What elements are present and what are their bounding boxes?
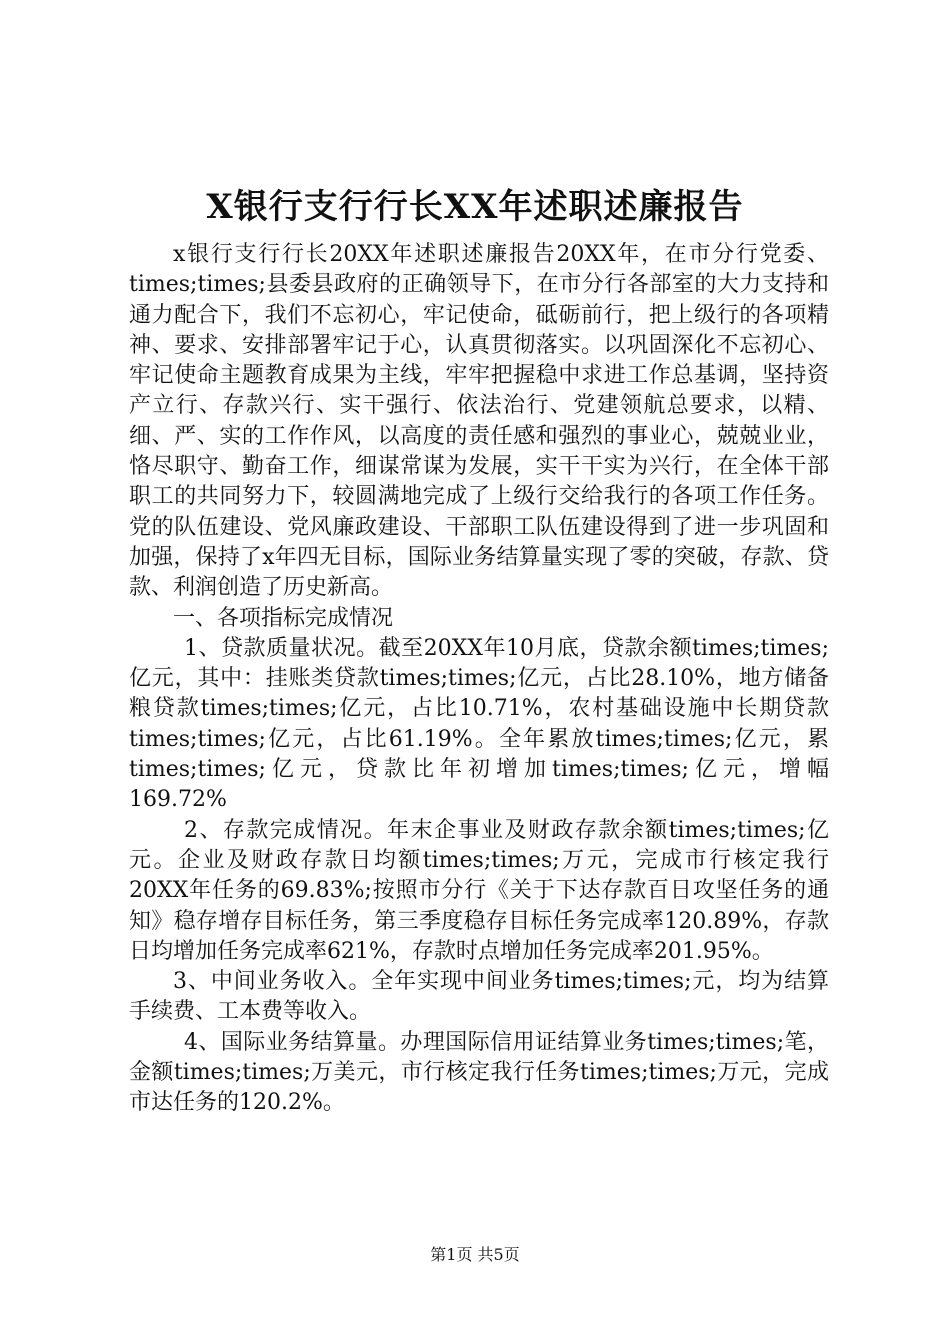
intermediate-business-paragraph: 3、中间业务收入。全年实现中间业务times;times;元，均为结算手续费、工本费等收入。 (129, 969, 829, 1025)
intro-paragraph: x银行支行行长20XX年述职述廉报告20XX年，在市分行党委、times;times;县委县政府的正确领导下，在市分行各部室的大力支持和通力配合下，我们不忘初心，牢记使命，砥砺前行，把上级行的各项精神、要求、安排部署牢记于心，认真贯彻落实。以巩固深化不忘初心、牢记使命主题教育成果为主线，牢牢把握稳中求进工作总基调，坚持资产立行、存款兴行、实干强行、依法治行、党建领航总要求，以精、细、严、实的工作作风，以高度的责任感和强烈的事业心，兢兢业业，恪尽职守、勤奋工作，细谋常谋为发展，实干干实为兴行，在全体干部职工的共同努力下，较圆满地完成了上级行交给我行的各项工作任务。党的队伍建设、党风廉政建设、干部职工队伍建设得到了进一步巩固和加强，保持了x年四无目标，国际业务结算量实现了零的突破，存款、贷款、利润创造了历史新高。 (129, 242, 829, 601)
document-title: X银行支行行长XX年述职述廉报告 (206, 187, 744, 227)
loan-quality-paragraph: 1、贷款质量状况。截至20XX年10月底，贷款余额times;times;亿元，其中：挂账类贷款times;times;亿元，占比28.10%，地方储备粮贷款times;times;亿元，占比10.71%，农村基础设施中长期贷款times;times;亿元，占比61.19%。全年累放times;times;亿元，累times;times;亿元，贷款比年初增加times;times;亿元，增幅169.72% (129, 635, 829, 813)
deposit-paragraph: 2、存款完成情况。年末企事业及财政存款余额times;times;亿元。企业及财政存款日均额times;times;万元，完成市行核定我行20XX年任务的69.83%;按照市分行《关于下达存款百日攻坚任务的通知》稳存增存目标任务，第三季度稳存目标任务完成率120.89%，存款日均增加任务完成率621%，存款时点增加任务完成率201.95%。 (129, 817, 829, 964)
section-heading: 一、各项指标完成情况 (173, 605, 394, 631)
international-business-paragraph: 4、国际业务结算量。办理国际信用证结算业务times;times;笔，金额times;times;万美元，市行核定我行任务times;times;万元，完成市达任务的120.2%。 (129, 1029, 829, 1116)
document-body (129, 240, 829, 1119)
page-footer: 第1页 共5页 (430, 1245, 520, 1264)
